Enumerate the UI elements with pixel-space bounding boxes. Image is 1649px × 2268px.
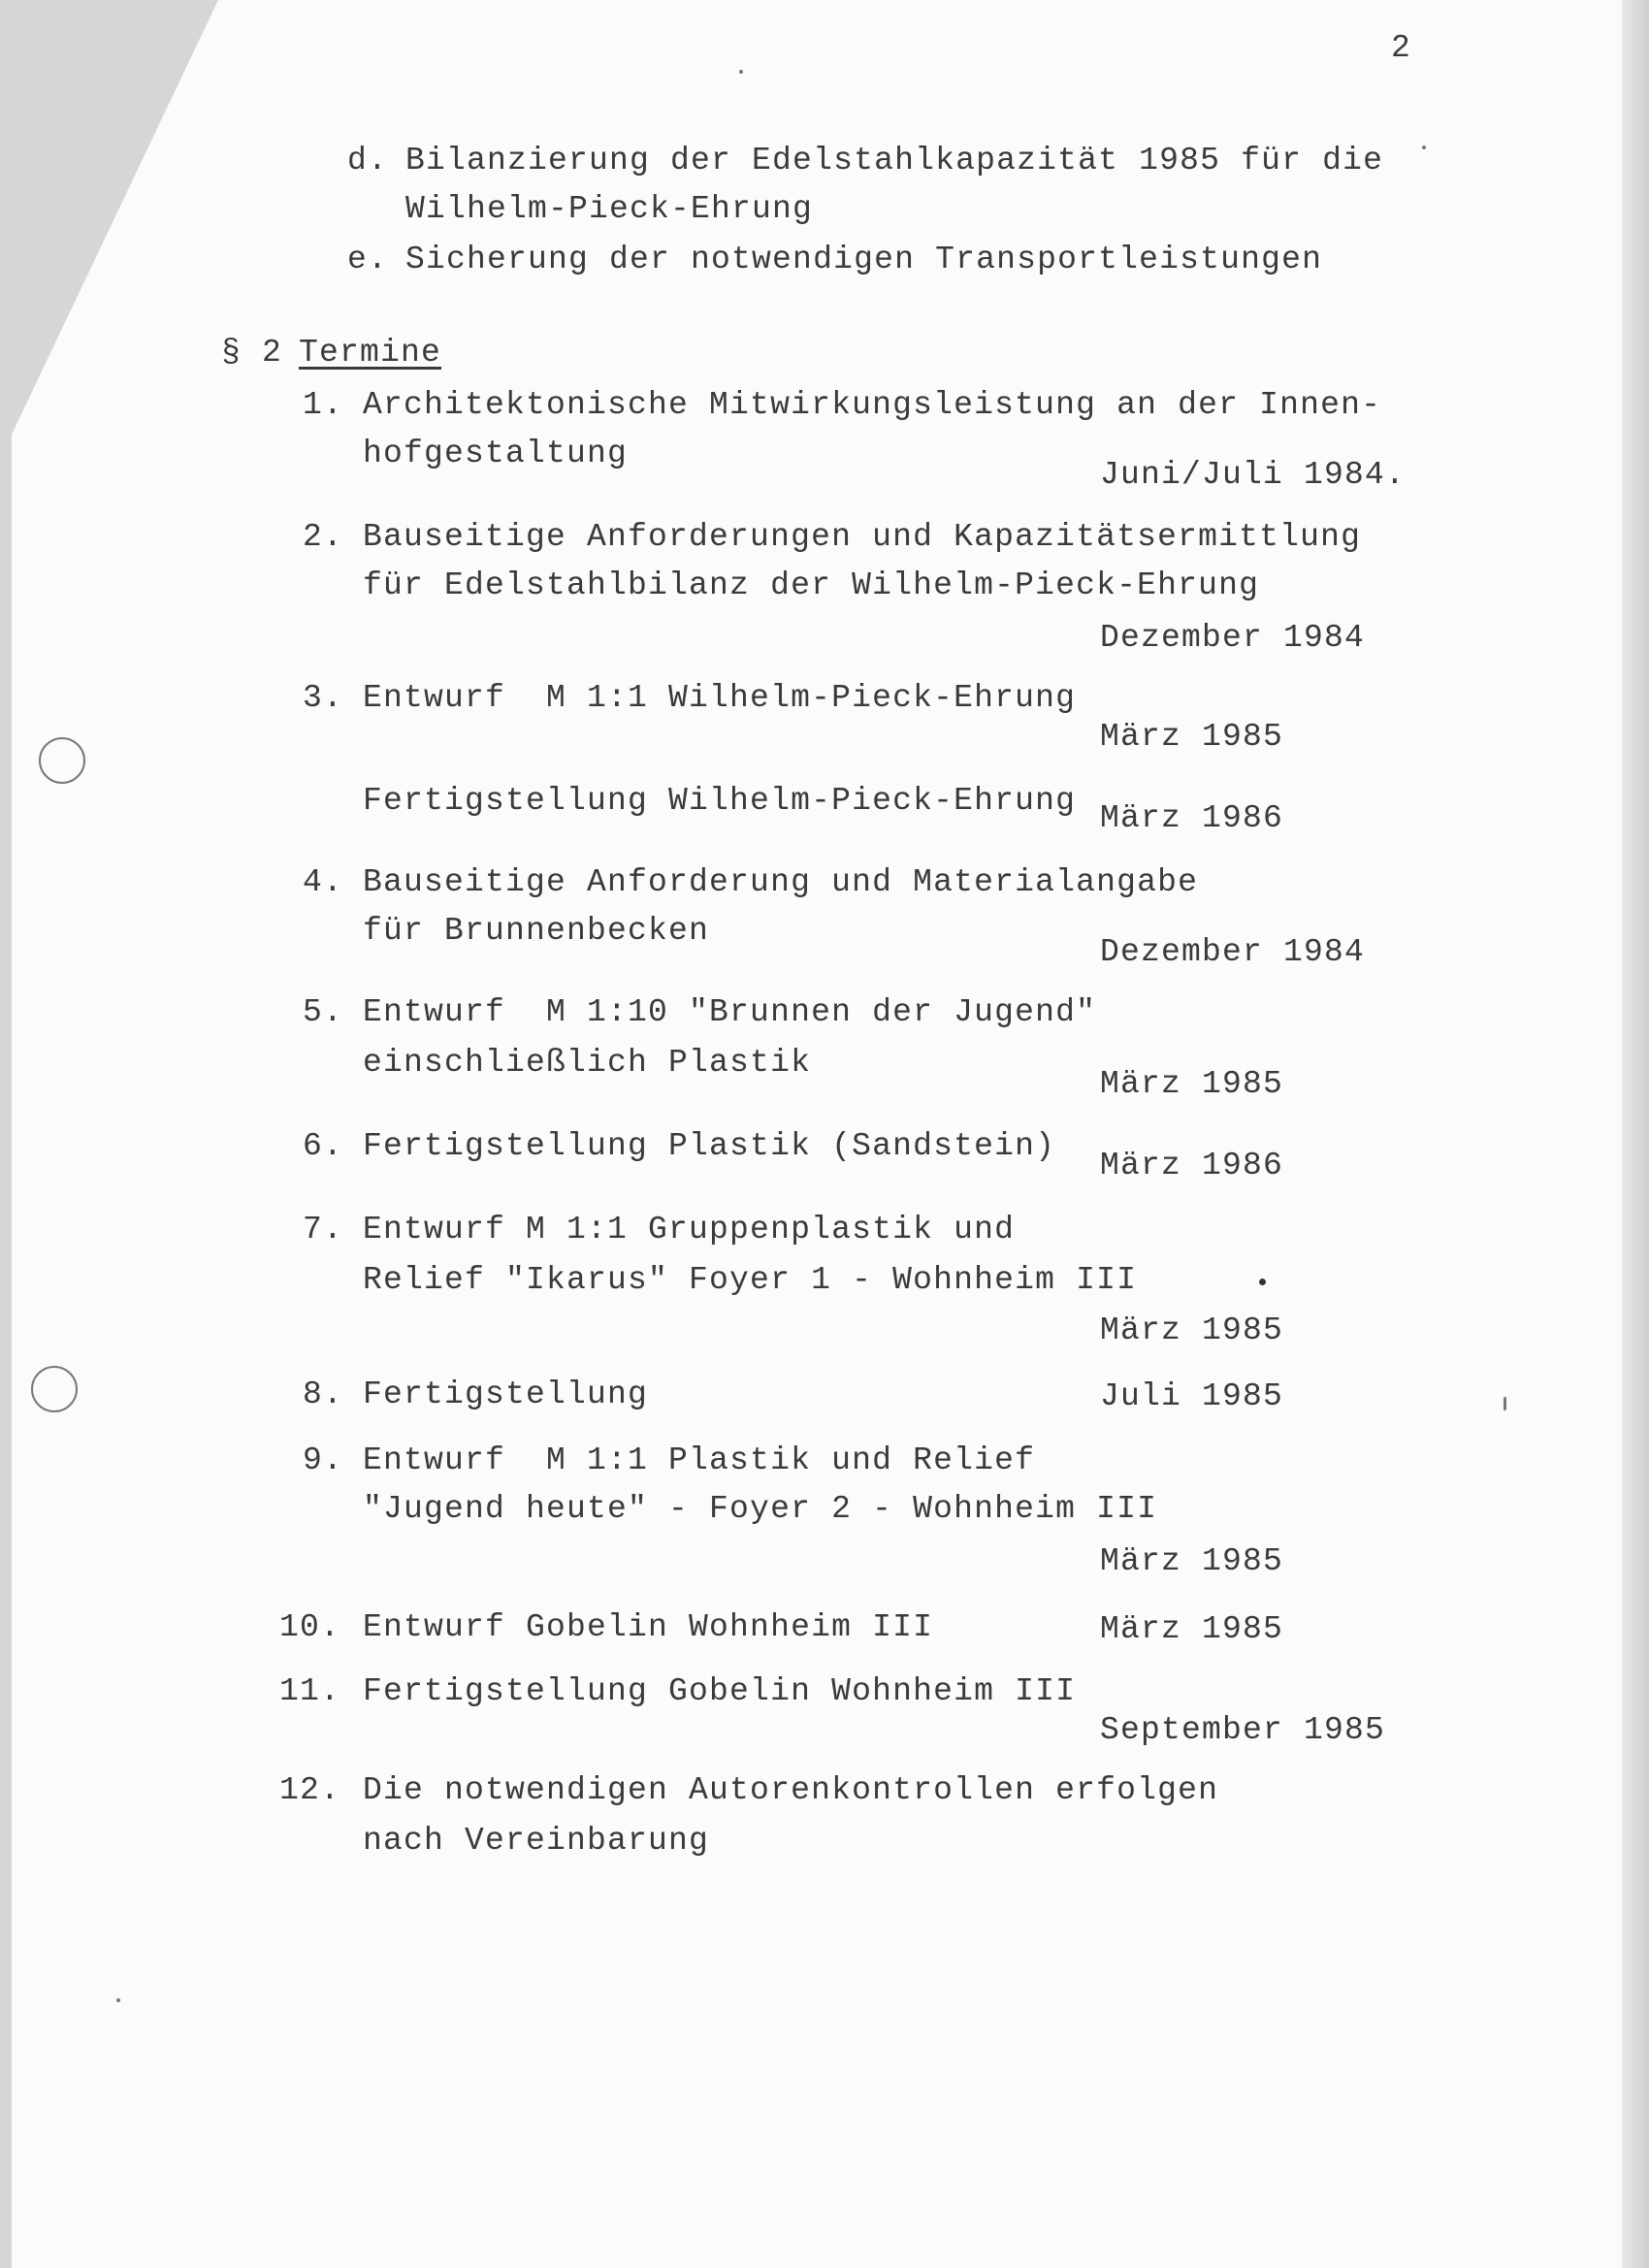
termin-text: Fertigstellung Wilhelm-Pieck-Ehrung <box>363 783 1077 819</box>
termin-text: Architektonische Mitwirkungsleistung an der Innen- <box>363 387 1382 423</box>
item-text: Wilhelm-Pieck-Ehrung <box>405 191 814 227</box>
termin-text: Entwurf Gobelin Wohnheim III <box>363 1609 934 1645</box>
termin-date: März 1985 <box>1100 1543 1284 1579</box>
scan-speck <box>1504 1397 1506 1410</box>
termin-text: einschließlich Plastik <box>363 1045 812 1081</box>
termin-date: Dezember 1984 <box>1100 934 1366 970</box>
punch-hole-top <box>39 737 85 784</box>
termin-date: Juni/Juli 1984. <box>1100 457 1406 493</box>
item-marker: d. <box>347 143 389 178</box>
termin-text: für Edelstahlbilanz der Wilhelm-Pieck-Ehrung <box>363 567 1260 603</box>
termin-date: März 1985 <box>1100 1066 1284 1102</box>
termin-text: Bauseitige Anforderungen und Kapazitätsermittlung <box>363 519 1362 555</box>
termin-number: 2. <box>303 519 344 555</box>
termin-date: März 1986 <box>1100 1148 1284 1183</box>
termin-text: Entwurf M 1:10 "Brunnen der Jugend" <box>363 994 1097 1030</box>
scan-speck <box>1422 146 1426 149</box>
termin-number: 8. <box>303 1377 344 1412</box>
section-title: Termine <box>299 335 442 371</box>
termin-text: Bauseitige Anforderung und Materialangabe <box>363 864 1199 900</box>
termin-number: 7. <box>303 1212 344 1247</box>
termin-text: Entwurf M 1:1 Wilhelm-Pieck-Ehrung <box>363 680 1077 716</box>
termin-date: Dezember 1984 <box>1100 620 1366 656</box>
termin-number: 1. <box>303 387 344 423</box>
punch-hole-bottom <box>31 1366 78 1412</box>
item-text: Sicherung der notwendigen Transportleistungen <box>405 242 1323 277</box>
scan-speck <box>116 1998 120 2002</box>
termin-text: Fertigstellung Plastik (Sandstein) <box>363 1128 1056 1164</box>
termin-date: März 1985 <box>1100 719 1284 755</box>
termin-number: 12. <box>279 1772 341 1808</box>
termin-number: 10. <box>279 1609 341 1645</box>
termin-text: nach Vereinbarung <box>363 1823 710 1859</box>
paper-edge <box>1622 0 1649 2268</box>
termin-date: September 1985 <box>1100 1712 1386 1748</box>
termin-text: Entwurf M 1:1 Plastik und Relief <box>363 1442 1036 1478</box>
termin-number: 4. <box>303 864 344 900</box>
termin-text: Die notwendigen Autorenkontrollen erfolgen <box>363 1772 1219 1808</box>
termin-text: "Jugend heute" - Foyer 2 - Wohnheim III <box>363 1491 1158 1527</box>
page-number: 2 <box>1391 30 1412 66</box>
termin-text: Fertigstellung Gobelin Wohnheim III <box>363 1673 1077 1709</box>
termin-date: März 1986 <box>1100 800 1284 836</box>
termin-number: 5. <box>303 994 344 1030</box>
termin-text: Fertigstellung <box>363 1377 649 1412</box>
item-marker: e. <box>347 242 389 277</box>
termin-date: Juli 1985 <box>1100 1378 1284 1414</box>
section-symbol: § 2 <box>221 335 283 371</box>
termin-number: 3. <box>303 680 344 716</box>
scan-speck <box>1259 1279 1266 1285</box>
termin-text: hofgestaltung <box>363 436 629 471</box>
termin-date: März 1985 <box>1100 1611 1284 1647</box>
termin-number: 9. <box>303 1442 344 1478</box>
termin-date: März 1985 <box>1100 1312 1284 1348</box>
termin-number: 11. <box>279 1673 341 1709</box>
termin-text: Relief "Ikarus" Foyer 1 - Wohnheim III <box>363 1262 1138 1298</box>
termin-text: für Brunnenbecken <box>363 913 710 949</box>
scan-speck <box>739 70 743 74</box>
item-text: Bilanzierung der Edelstahlkapazität 1985 für die <box>405 143 1384 178</box>
termin-text: Entwurf M 1:1 Gruppenplastik und <box>363 1212 1016 1247</box>
termin-number: 6. <box>303 1128 344 1164</box>
